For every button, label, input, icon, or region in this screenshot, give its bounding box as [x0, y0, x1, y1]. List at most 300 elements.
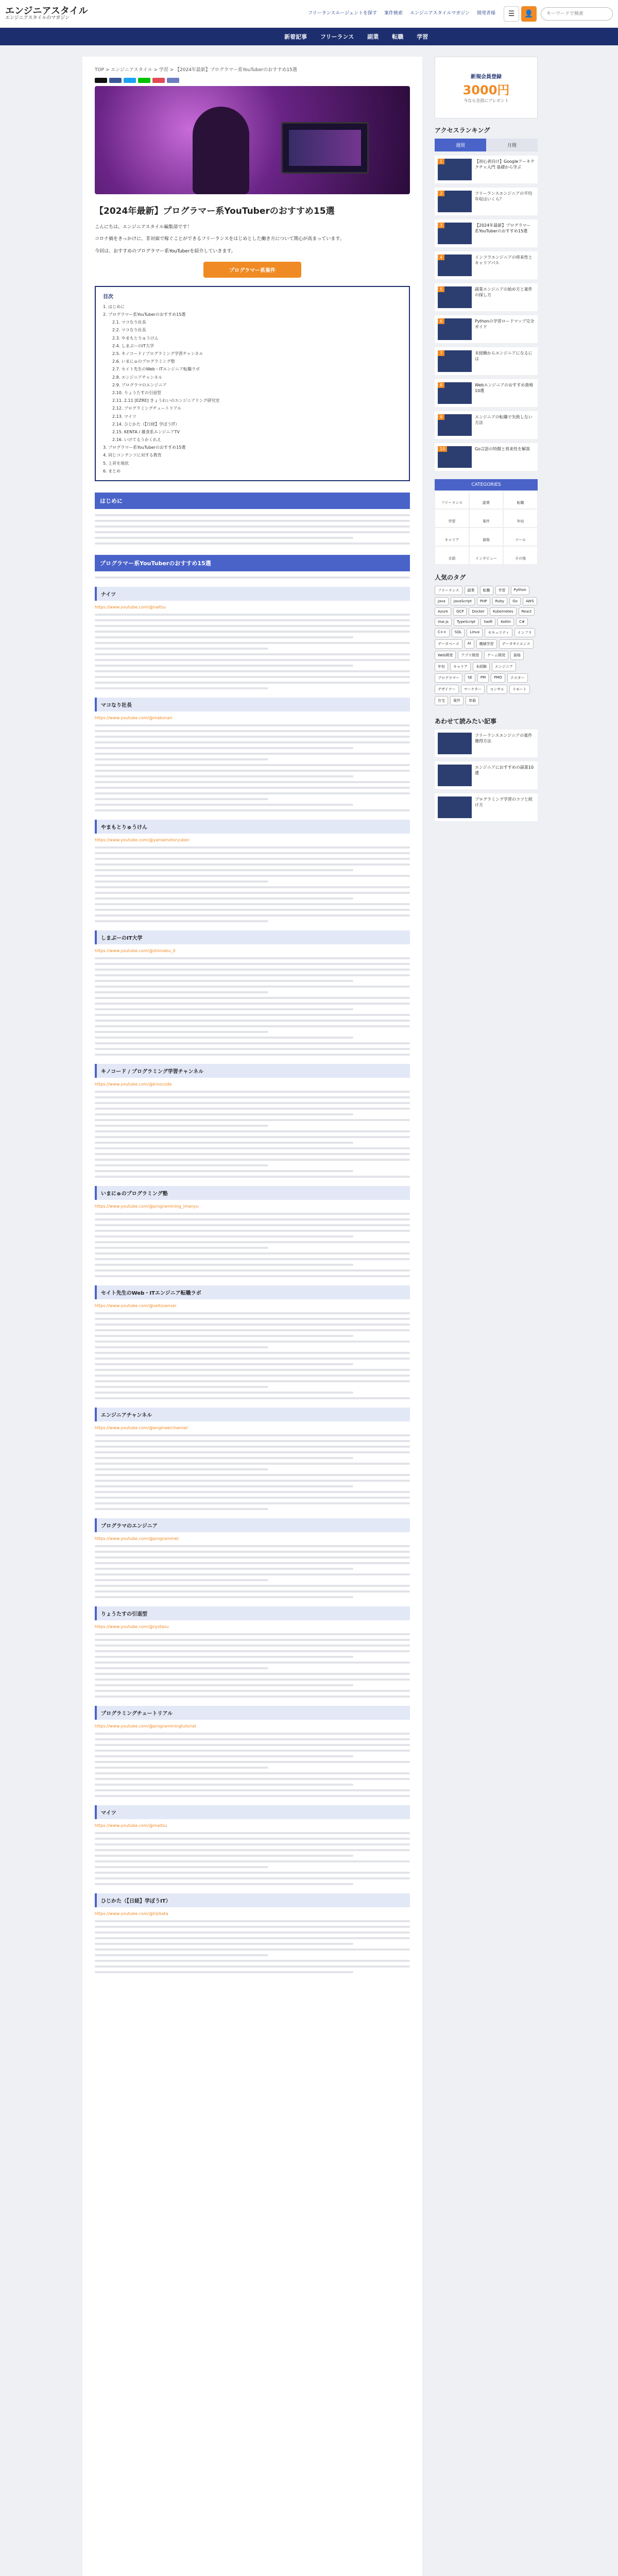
logo-main: エンジニアスタイル [5, 5, 88, 16]
text-line [95, 1031, 268, 1033]
text-line [95, 1690, 410, 1692]
text-line [95, 1562, 410, 1564]
toc-item[interactable]: 2.1. マコなり社長 [112, 320, 146, 325]
text-line [95, 1684, 353, 1686]
text-line [95, 648, 268, 650]
ranking-number: 8 [438, 382, 444, 388]
text-line [95, 531, 410, 533]
toc-item[interactable]: 2.4. しまぶーのIT大学 [112, 343, 154, 348]
top-link-agent[interactable]: フリーランスエージェントを探す [307, 11, 377, 16]
text-line [95, 1673, 410, 1675]
toc-item[interactable]: 2.15. KENTA / 雑食系エンジニアTV [112, 429, 180, 434]
text-line [95, 1096, 410, 1098]
ranking-title: インフラエンジニアの将来性とキャリアパス [475, 255, 533, 266]
tag[interactable]: Kotlin [497, 618, 514, 626]
search-input[interactable] [541, 7, 613, 21]
text-line [95, 1639, 410, 1641]
text-line [95, 781, 410, 783]
text-line [95, 537, 353, 539]
ranking-title: 【2024年最新】プログラマー系YouTuberのおすすめ15選 [475, 223, 531, 234]
tag[interactable]: Java [435, 597, 449, 605]
text-line [95, 852, 410, 854]
tag[interactable]: GCP [453, 607, 467, 616]
text-line [95, 775, 353, 777]
tag[interactable]: Vue.js [435, 618, 452, 626]
channel-link[interactable]: https://www.youtube.com/@programming_imanyu [95, 1204, 199, 1209]
category-item[interactable]: 資格 [469, 528, 504, 546]
ranking-title: 副業エンジニアの始め方と案件の探し方 [475, 287, 533, 298]
tag[interactable]: AWS [523, 597, 537, 605]
share-button[interactable] [152, 78, 165, 83]
text-line [95, 997, 410, 999]
text-line [95, 1136, 410, 1138]
share-button[interactable] [109, 78, 122, 83]
tag[interactable]: キャリア [450, 662, 471, 671]
text-line [95, 1590, 410, 1592]
toc-item[interactable]: 2.8. エンジニアチャンネル [112, 375, 163, 380]
ranking-thumbnail [438, 350, 472, 372]
text-line [95, 1849, 410, 1851]
text-line [95, 642, 410, 644]
tag[interactable]: SQL [452, 628, 465, 637]
channel-link[interactable]: https://www.youtube.com/@shimabu_it [95, 948, 176, 954]
category-item[interactable]: キャリア [435, 528, 469, 546]
text-line [95, 1755, 353, 1757]
text-line [95, 1375, 410, 1377]
ranking-item[interactable] [435, 411, 538, 439]
toc-item[interactable]: 2.16. いけてるうかくれえ [112, 437, 161, 443]
toc-item[interactable]: 2.14. ひじかた（【日経】学ぼうIT） [112, 421, 180, 427]
ranking-thumbnail [438, 318, 472, 340]
nav-new[interactable]: 新着記事 [284, 33, 307, 40]
tag[interactable]: SE [465, 673, 475, 683]
login-button[interactable]: 👤 [521, 6, 537, 22]
ranking-item[interactable] [435, 283, 538, 311]
text-line [95, 1020, 410, 1022]
tag[interactable]: PMO [491, 673, 505, 683]
text-line [95, 1965, 410, 1968]
text-line [95, 1386, 268, 1388]
text-line [95, 875, 410, 877]
section-heading: キノコード / プログラミング学習チャンネル [95, 1064, 410, 1078]
reco-title-text: エンジニアにおすすめの副業10選 [475, 765, 534, 776]
reco-thumbnail [438, 765, 472, 786]
text-line [95, 1696, 410, 1698]
text-line [95, 1838, 410, 1840]
tag[interactable]: PHP [477, 597, 490, 605]
section-text [95, 957, 410, 1056]
tag[interactable]: 在宅 [435, 696, 448, 705]
ranking-thumbnail [438, 255, 472, 276]
tag-cloud [435, 586, 538, 705]
share-buttons [95, 78, 410, 83]
tag[interactable]: Ruby [492, 597, 508, 605]
text-line [95, 1252, 410, 1255]
toc-item[interactable]: 5. 上昇を現状 [103, 461, 129, 466]
ranking-item[interactable] [435, 251, 538, 279]
channel-link[interactable]: https://www.youtube.com/@hijikata [95, 1911, 168, 1917]
text-line [95, 1147, 410, 1149]
site-logo[interactable] [5, 6, 108, 22]
text-line [95, 1650, 410, 1652]
tag[interactable]: C# [516, 618, 528, 626]
tab-monthly[interactable]: 月間 [486, 139, 538, 151]
section-heading: マコなり社長 [95, 698, 410, 711]
logo-sub: エンジニアスタイルのマガジン [5, 15, 70, 21]
top-link-search[interactable]: 案件検索 [384, 11, 403, 16]
text-line [95, 1341, 410, 1343]
tag[interactable]: 副業 [465, 586, 478, 595]
tag[interactable]: ゲーム開発 [484, 651, 508, 660]
text-line [95, 741, 410, 743]
tag[interactable]: React [519, 607, 535, 616]
text-line [95, 1920, 410, 1922]
channel-link[interactable]: https://www.youtube.com/@naitsu [95, 605, 166, 610]
channel-link[interactable]: https://www.youtube.com/@programmer [95, 1536, 179, 1541]
text-line [95, 636, 353, 638]
text-line [95, 886, 410, 888]
text-line [95, 1860, 410, 1862]
reco-item[interactable] [435, 793, 538, 821]
tag[interactable]: インフラ [514, 628, 535, 637]
toc-item[interactable]: 2.5. キノコード / プログラミング学習チャンネル [112, 351, 203, 357]
channel-link[interactable]: https://www.youtube.com/@ryotasu [95, 1624, 169, 1630]
text-line [95, 1170, 353, 1172]
text-line [95, 1264, 353, 1266]
ranking-thumbnail [438, 382, 472, 404]
tag[interactable]: Linux [467, 628, 483, 637]
ranking-title: アクセスランキング [435, 127, 490, 134]
nav-learning[interactable]: 学習 [417, 33, 428, 40]
ranking-title: Webエンジニアのおすすめ資格10選 [475, 383, 534, 394]
nav-side-job[interactable]: 副業 [367, 33, 379, 40]
section-text [95, 1545, 410, 1598]
channel-link[interactable]: https://www.youtube.com/@maitsu [95, 1823, 167, 1828]
text-line [95, 909, 410, 911]
section-text [95, 846, 410, 922]
ranking-item[interactable] [435, 443, 538, 471]
category-item[interactable]: 転職 [503, 490, 538, 509]
channel-link[interactable]: https://www.youtube.com/@makonari [95, 716, 173, 721]
text-line [95, 1440, 410, 1442]
channel-link[interactable]: https://www.youtube.com/@seitosensei [95, 1303, 177, 1309]
text-line [95, 653, 410, 655]
ranking-item[interactable] [435, 379, 538, 407]
ranking-thumbnail [438, 446, 472, 468]
toc-item[interactable]: 2.2. マコなり社長 [112, 328, 146, 333]
section-heading: セイト先生のWeb・ITエンジニア転職ラボ [95, 1285, 410, 1299]
ranking-title: Go言語の特徴と将来性を解説 [475, 447, 530, 451]
top-links [308, 11, 495, 16]
text-line [95, 514, 410, 516]
article-title: 【2024年最新】プログラマー系YouTuberのおすすめ15選 [95, 206, 335, 216]
ranking-item[interactable] [435, 156, 538, 183]
top-link-developers[interactable]: 開発者様 [476, 11, 495, 16]
text-line [95, 543, 410, 545]
text-line [95, 1102, 410, 1104]
text-line [95, 798, 268, 800]
ranking-item[interactable] [435, 219, 538, 247]
section-text [95, 1633, 410, 1698]
cta-button[interactable]: プログラマー系案件 [203, 262, 301, 278]
nav-career-change[interactable]: 転職 [392, 33, 404, 40]
text-line [95, 1352, 410, 1354]
text-line [95, 1866, 268, 1868]
tag[interactable]: 未経験 [473, 662, 490, 671]
text-line [95, 1218, 410, 1221]
tag[interactable]: テスター [507, 673, 528, 683]
text-line [95, 846, 410, 849]
text-line [95, 1656, 353, 1658]
ranking-number: 9 [438, 414, 444, 420]
tag[interactable]: データサイエンス [499, 639, 534, 649]
text-line [95, 1346, 268, 1348]
text-line [95, 577, 410, 579]
share-button[interactable] [95, 78, 107, 83]
text-line [95, 770, 410, 772]
category-box [435, 479, 538, 565]
text-line [95, 1795, 410, 1797]
toc-item[interactable]: 2. プログラマー系YouTuberのおすすめ15選 [103, 312, 186, 317]
tag[interactable]: Web開発 [435, 651, 456, 660]
toc-item[interactable]: 6. まとめ [103, 468, 121, 473]
toc-item[interactable]: 2.10. りょうたすの引退型 [112, 390, 161, 395]
text-line [95, 520, 410, 522]
channel-link[interactable]: https://www.youtube.com/@programmingtutorial [95, 1724, 196, 1729]
ranking-title: エンジニアの転職で失敗しない方法 [475, 415, 533, 426]
text-line [95, 1042, 410, 1044]
breadcrumb[interactable]: TOP > エンジニアスタイル > 学習 > 【2024年最新】プログラマー系YouTuberのおすすめ15選 [95, 67, 297, 73]
text-line [95, 1108, 410, 1110]
tag[interactable]: JavaScript [451, 597, 475, 605]
toc-item[interactable]: 4. 同じコンテンツに対する教育 [103, 453, 162, 458]
tag[interactable]: リモート [509, 685, 530, 694]
text-line [95, 897, 353, 900]
tag[interactable]: Azure [435, 607, 451, 616]
text-line [95, 1142, 353, 1144]
text-line [95, 1363, 353, 1365]
text-line [95, 1130, 410, 1132]
text-line [95, 991, 268, 993]
text-line [95, 1508, 268, 1510]
text-line [95, 1224, 410, 1226]
tag[interactable]: PM [477, 673, 489, 683]
text-line [95, 676, 410, 678]
tag[interactable]: セキュリティ [485, 628, 512, 637]
category-item[interactable]: 案件 [469, 509, 504, 528]
hero-monitor [281, 122, 369, 174]
text-line [95, 1502, 410, 1504]
category-item[interactable]: 副業 [469, 490, 504, 509]
tag[interactable]: 機械学習 [476, 639, 497, 649]
tag[interactable]: マーケター [461, 685, 485, 694]
text-line [95, 1784, 353, 1786]
text-line [95, 1855, 353, 1857]
text-line [95, 1247, 268, 1249]
ranking-item[interactable] [435, 315, 538, 343]
text-line [95, 1312, 410, 1314]
section-heading: エンジニアチャンネル [95, 1408, 410, 1421]
tag[interactable]: プログラマー [435, 673, 462, 683]
text-line [95, 920, 268, 922]
hero-person [193, 107, 249, 194]
tag[interactable]: 学習 [495, 586, 509, 595]
section-text [95, 1733, 410, 1797]
text-line [95, 1159, 410, 1161]
ranking-item[interactable] [435, 188, 538, 215]
text-line [95, 792, 410, 794]
toc-item[interactable]: 2.13. マイツ [112, 414, 136, 419]
text-line [95, 1480, 410, 1482]
ranking-number: 5 [438, 286, 444, 292]
section-text [95, 514, 410, 545]
text-line [95, 1241, 410, 1243]
tag[interactable]: デザイナー [435, 685, 459, 694]
tag[interactable]: フリーランス [435, 586, 462, 595]
text-line [95, 1551, 410, 1553]
toc-item[interactable]: 2.12. プログラミングチュートリアル [112, 406, 182, 411]
category-item[interactable]: インタビュー [469, 546, 504, 565]
category-item[interactable]: 言語 [435, 546, 469, 565]
tag[interactable]: Kubernetes [490, 607, 517, 616]
tag[interactable]: 単価 [466, 696, 479, 705]
tag[interactable]: AI [465, 639, 474, 649]
text-line [95, 1230, 410, 1232]
text-line [95, 1014, 410, 1016]
ranking-number: 6 [438, 318, 444, 324]
ranking-number: 10 [438, 446, 447, 452]
text-line [95, 1397, 410, 1399]
text-line [95, 1048, 410, 1050]
text-line [95, 736, 410, 738]
text-line [95, 914, 410, 917]
text-line [95, 1761, 410, 1763]
ranking-thumbnail [438, 286, 472, 308]
category-item[interactable]: その他 [503, 546, 538, 565]
text-line [95, 1176, 410, 1178]
tag[interactable]: 年収 [435, 662, 448, 671]
text-line [95, 1037, 353, 1039]
banner-amount: 3000円 [462, 82, 510, 97]
menu-icon[interactable]: ☰ [504, 6, 519, 22]
toc-list [103, 303, 402, 475]
toc-item[interactable]: 1. はじめに [103, 304, 125, 309]
section-heading: ひじかた（【日経】学ぼうIT） [95, 1893, 410, 1907]
reco-thumbnail [438, 796, 472, 818]
text-line [95, 1091, 410, 1093]
tag[interactable]: 案件 [450, 696, 464, 705]
text-line [95, 1926, 410, 1928]
text-line [95, 753, 410, 755]
section-text [95, 1213, 410, 1277]
tag[interactable]: データベース [435, 639, 462, 649]
text-line [95, 1451, 410, 1453]
tag[interactable]: TypeScript [454, 618, 478, 626]
toc-item[interactable]: 3. プログラマー系YouTuberのおすすめ15選 [103, 445, 186, 450]
sidebar [435, 57, 538, 2576]
text-line [95, 969, 410, 971]
hero-image [95, 86, 410, 194]
text-line [95, 1937, 410, 1939]
toc-item[interactable]: 2.6. いまにゅのプログラミング塾 [112, 359, 175, 364]
tag[interactable]: C++ [435, 628, 450, 637]
channel-link[interactable]: https://www.youtube.com/@yamamotoryuken [95, 838, 190, 843]
share-button[interactable] [124, 78, 136, 83]
banner-note: 今なら全員にプレゼント [464, 98, 509, 103]
share-button[interactable] [167, 78, 179, 83]
section-text [95, 1312, 410, 1399]
text-line [95, 963, 410, 965]
text-line [95, 1235, 353, 1238]
category-item[interactable]: 年収 [503, 509, 538, 528]
ranking-number: 7 [438, 350, 444, 356]
tag[interactable]: Swift [480, 618, 495, 626]
category-item[interactable]: フリーランス [435, 490, 469, 509]
text-line [95, 687, 268, 689]
channel-link[interactable]: https://www.youtube.com/@engineerchannel [95, 1426, 188, 1431]
tag[interactable]: Python [511, 586, 529, 595]
share-button[interactable] [138, 78, 150, 83]
reco-title-text: プログラミング学習のコツと続け方 [475, 797, 533, 808]
nav-freelance[interactable]: フリーランス [320, 33, 354, 40]
text-line [95, 1772, 410, 1774]
reco-item[interactable] [435, 761, 538, 789]
text-line [95, 1054, 410, 1056]
toc-item[interactable]: 2.11. 2.11 [EZRE] きょうれいのエンジニアリング研究室 [112, 398, 220, 403]
text-line [95, 1931, 410, 1934]
channel-link[interactable]: https://www.youtube.com/@kinocode [95, 1082, 172, 1087]
tag[interactable]: Docker [469, 607, 488, 616]
text-line [95, 1446, 410, 1448]
text-line [95, 1497, 410, 1499]
text-line [95, 804, 353, 806]
section-text [95, 614, 410, 689]
section-heading: プログラマー系YouTuberのおすすめ15選 [95, 555, 410, 571]
ranking-item[interactable] [435, 347, 538, 375]
tag[interactable]: 資格 [510, 651, 524, 660]
tag[interactable]: エンジニア [492, 662, 516, 671]
text-line [95, 1633, 410, 1635]
ranking-thumbnail [438, 414, 472, 436]
tag[interactable]: 転職 [480, 586, 493, 595]
text-line [95, 1750, 410, 1752]
category-item[interactable]: ツール [503, 528, 538, 546]
text-line [95, 1025, 410, 1027]
toc-item[interactable]: 2.7. セイト先生のWeb・ITエンジニア転職ラボ [112, 367, 200, 372]
text-line [95, 665, 353, 667]
signup-banner[interactable] [435, 57, 538, 118]
reco-item[interactable] [435, 730, 538, 757]
text-line [95, 1474, 410, 1476]
tag[interactable]: アプリ開発 [458, 651, 482, 660]
top-link-magazine[interactable]: エンジニアスタイルマガジン [409, 11, 470, 16]
toc-item[interactable]: 2.3. やまもとりゅうけん [112, 335, 159, 341]
ranking-title: Pythonの学習ロードマップ完全ガイド [475, 319, 535, 330]
text-line [95, 670, 410, 672]
text-line [95, 880, 268, 883]
section-heading: はじめに [95, 493, 410, 509]
text-line [95, 1778, 410, 1780]
category-item[interactable]: 学習 [435, 509, 469, 528]
table-of-contents [95, 286, 410, 481]
text-line [95, 1275, 410, 1277]
text-line [95, 1318, 410, 1320]
tag[interactable]: コンサル [487, 685, 507, 694]
toc-item[interactable]: 2.9. プログラマのエンジニア [112, 382, 167, 387]
tab-weekly[interactable]: 週間 [435, 139, 486, 151]
text-line [95, 1954, 268, 1956]
tag[interactable]: Go [509, 597, 521, 605]
